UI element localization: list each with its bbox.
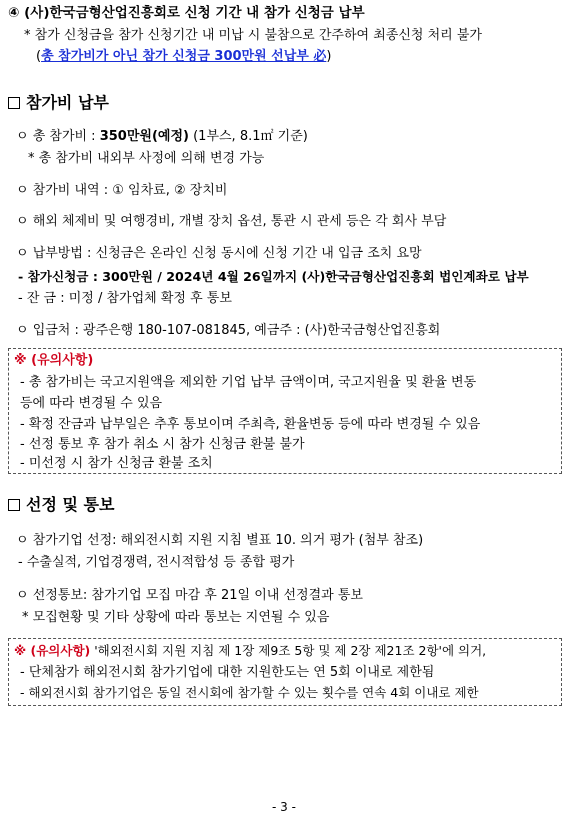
fee-total-basis: (1부스, 8.1㎡ 기준) — [188, 129, 308, 144]
balance-detail: - 잔 금 : 미정 / 참가업체 확정 후 통보 — [18, 291, 232, 306]
caution-2-label: ※ (유의사항) — [14, 643, 91, 658]
section-4-title: ④ (사)한국금형산업진흥회로 신청 기간 내 참가 신청금 납부 — [8, 5, 365, 21]
page-number: - 3 - — [272, 800, 296, 814]
selection-heading — [8, 494, 114, 516]
square-bullet-icon — [8, 97, 20, 109]
caution-2-line: - 단체참가 해외전시회 참가기업에 대한 지원한도는 연 5회 이내로 제한됨 — [20, 665, 435, 680]
fee-extra: ㅇ 해외 체제비 및 여행경비, 개별 장치 옵션, 통관 시 관세 등은 각 회사 부담 — [16, 214, 447, 229]
caution-1-title: ※ (유의사항) — [14, 353, 94, 368]
fee-total-label: ㅇ 총 참가비 : — [16, 129, 100, 144]
selection-notice-sub: * 모집현황 및 기타 상황에 따라 통보는 지연될 수 있음 — [22, 610, 330, 625]
caution-2-line: - 해외전시회 참가기업은 동일 전시회에 참가할 수 있는 횟수를 연속 4회 이내로 제한 — [20, 685, 479, 700]
selection-heading-text: 선정 및 통보 — [26, 495, 115, 514]
selection-criteria-sub: - 수출실적, 기업경쟁력, 전시적합성 등 종합 평가 — [18, 555, 295, 570]
paren-close: ) — [326, 49, 332, 64]
caution-1-line: - 총 참가비는 국고지원액을 제외한 기업 납부 금액이며, 국고지원율 및 환율 변동 — [20, 375, 477, 390]
section-4-note: * 참가 신청금을 참가 신청기간 내 미납 시 불참으로 간주하여 최종신청 처리 불가 — [24, 28, 482, 43]
bank-account: ㅇ 입금처 : 광주은행 180-107-081845, 예금주 : (사)한국금형산업진흥회 — [16, 323, 441, 338]
fee-total-note: * 총 참가비 내외부 사정에 의해 변경 가능 — [28, 151, 265, 166]
payment-method: ㅇ 납부방법 : 신청금은 온라인 신청 동시에 신청 기간 내 입금 조치 요망 — [16, 246, 422, 261]
selection-notice: ㅇ 선정통보: 참가기업 모집 마감 후 21일 이내 선정결과 통보 — [16, 588, 363, 603]
section-4-highlight — [36, 48, 331, 66]
caution-1-line: - 미선정 시 참가 신청금 환불 조치 — [20, 456, 213, 471]
deposit-detail: - 참가신청금 : 300만원 / 2024년 4월 26일까지 (사)한국금형산업진흥회 법인계좌로 납부 — [18, 269, 529, 284]
square-bullet-icon — [8, 499, 20, 511]
fee-heading — [8, 92, 109, 114]
paren-open: ( — [36, 49, 42, 64]
caution-1-line: - 확정 잔금과 납부일은 추후 통보이며 주최측, 환율변동 등에 따라 변경될 수 있음 — [20, 417, 481, 432]
caution-2-basis: '해외전시회 지원 지침 제 1장 제9조 5항 및 제 2장 제21조 2항'에 의거, — [90, 643, 487, 658]
fee-items: ㅇ 참가비 내역 : ① 임차료, ② 장치비 — [16, 183, 228, 198]
selection-criteria: ㅇ 참가기업 선정: 해외전시회 지원 지침 별표 10. 의거 평가 (첨부 참조) — [16, 533, 424, 548]
caution-2-title — [14, 642, 486, 660]
fee-total — [16, 128, 308, 146]
prepay-link-text: 총 참가비가 아닌 참가 신청금 300만원 선납부 必 — [41, 49, 327, 64]
fee-heading-text: 참가비 납부 — [26, 93, 109, 112]
caution-1-line: - 선정 통보 후 참가 취소 시 참가 신청금 환불 불가 — [20, 437, 305, 452]
caution-1-line: 등에 따라 변경될 수 있음 — [20, 396, 163, 411]
fee-total-amount: 350만원(예정) — [99, 129, 189, 144]
